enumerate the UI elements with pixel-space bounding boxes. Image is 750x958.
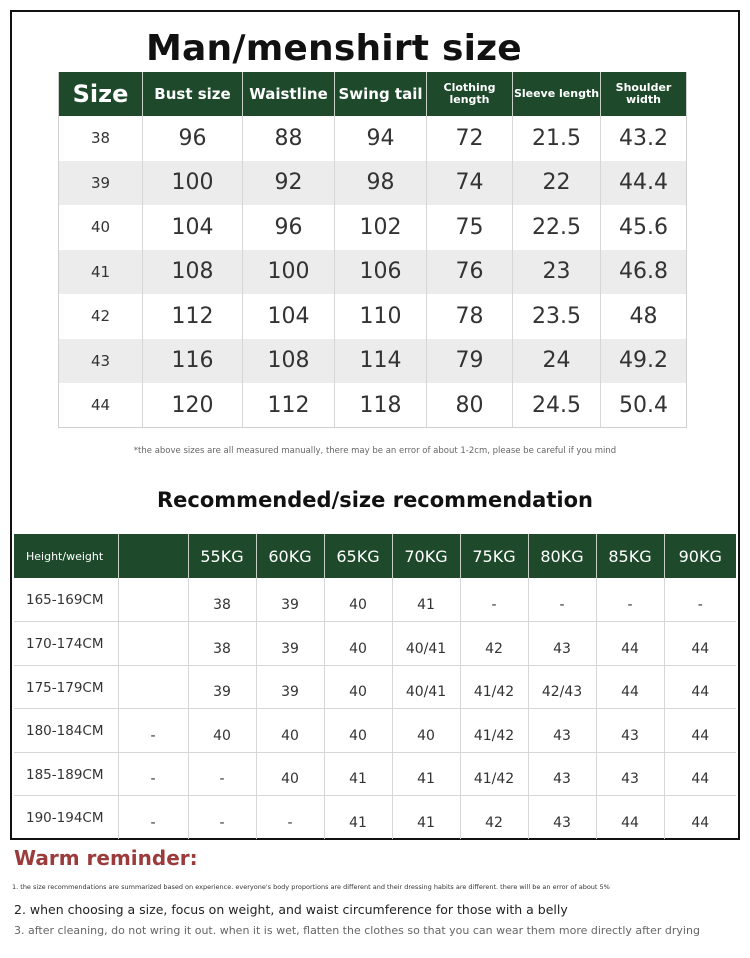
table-row bbox=[14, 752, 736, 796]
recommended-size-cell: 44 bbox=[596, 665, 664, 709]
recommended-size-cell: 43 bbox=[596, 752, 664, 796]
measurement-cell: 100 bbox=[143, 161, 243, 206]
measurement-cell: 104 bbox=[143, 205, 243, 250]
header-weight: 55KG bbox=[188, 534, 256, 578]
page-title: Man/menshirt size bbox=[146, 28, 522, 69]
recommended-size-cell: 40 bbox=[324, 622, 392, 666]
measurement-cell: 74 bbox=[427, 161, 513, 206]
recommended-size-cell: 40/41 bbox=[392, 665, 460, 709]
measurement-cell: 24 bbox=[513, 339, 601, 384]
recommended-size-cell: 40 bbox=[324, 665, 392, 709]
height-cell: 180-184CM bbox=[14, 709, 118, 753]
measurement-cell: 110 bbox=[335, 294, 427, 339]
recommended-size-cell: 41 bbox=[324, 752, 392, 796]
recommended-size-cell: 41 bbox=[324, 796, 392, 840]
measurement-cell: 120 bbox=[143, 383, 243, 428]
size-cell: 39 bbox=[59, 161, 143, 206]
recommended-size-cell bbox=[118, 578, 188, 622]
table-row bbox=[59, 294, 687, 339]
measurement-cell: 23 bbox=[513, 250, 601, 295]
recommended-size-cell: - bbox=[118, 752, 188, 796]
measurement-cell: 22 bbox=[513, 161, 601, 206]
recommended-size-cell: 44 bbox=[664, 665, 736, 709]
recommended-size-cell: 41 bbox=[392, 752, 460, 796]
header-size: Size bbox=[59, 72, 143, 116]
measurement-cell: 98 bbox=[335, 161, 427, 206]
measurement-cell: 96 bbox=[243, 205, 335, 250]
recommended-size-cell: 41/42 bbox=[460, 752, 528, 796]
measurement-cell: 48 bbox=[629, 303, 658, 329]
measurement-cell: 114 bbox=[335, 339, 427, 384]
header-weight: 70KG bbox=[392, 534, 460, 578]
measurement-cell: 24.5 bbox=[513, 383, 601, 428]
recommended-size-cell: - bbox=[596, 578, 664, 622]
recommended-size-cell: 38 bbox=[188, 578, 256, 622]
recommended-size-cell: 42 bbox=[460, 796, 528, 840]
table-row bbox=[59, 339, 687, 384]
header-waist: Waistline bbox=[243, 72, 335, 116]
recommended-size-cell: 39 bbox=[256, 578, 324, 622]
header-clothing-length: Clothing length bbox=[427, 72, 513, 116]
measurement-note: *the above sizes are all measured manually, there may be an error of about 1-2cm, please be careful if you mind bbox=[133, 446, 617, 456]
recommended-size-cell: 44 bbox=[664, 622, 736, 666]
measurement-cell: 104 bbox=[243, 294, 335, 339]
header-weight: 80KG bbox=[528, 534, 596, 578]
measurement-cell: 94 bbox=[335, 116, 427, 161]
reminder-item: 3. after cleaning, do not wring it out. when it is wet, flatten the clothes so that you can wear them more directly after drying bbox=[14, 924, 700, 937]
recommended-size-cell: 39 bbox=[256, 665, 324, 709]
recommended-size-cell: - bbox=[118, 796, 188, 840]
recommended-size-cell: - bbox=[528, 578, 596, 622]
recommended-size-cell: - bbox=[664, 578, 736, 622]
measurement-cell: 116 bbox=[143, 339, 243, 384]
header-weight: 90KG bbox=[664, 534, 736, 578]
table-row bbox=[59, 205, 687, 250]
recommended-size-cell: 41 bbox=[392, 578, 460, 622]
recommended-size-cell: 43 bbox=[528, 752, 596, 796]
measurement-cell: 88 bbox=[243, 116, 335, 161]
measurement-cell: 79 bbox=[427, 339, 513, 384]
height-cell: 190-194CM bbox=[14, 796, 118, 840]
measurement-cell: 78 bbox=[427, 294, 513, 339]
recommended-size-cell: 44 bbox=[596, 796, 664, 840]
size-cell: 38 bbox=[59, 116, 143, 161]
recommended-size-cell: 40 bbox=[256, 752, 324, 796]
table-row bbox=[14, 622, 736, 666]
header-weight: 85KG bbox=[596, 534, 664, 578]
size-cell: 44 bbox=[59, 383, 143, 428]
recommended-size-cell: 40 bbox=[188, 709, 256, 753]
height-cell: 165-169CM bbox=[14, 578, 118, 622]
header-weight: 65KG bbox=[324, 534, 392, 578]
recommended-size-cell: 40 bbox=[392, 709, 460, 753]
measurement-cell: 46.8 bbox=[601, 250, 687, 295]
measurement-cell: 118 bbox=[335, 383, 427, 428]
size-table bbox=[58, 72, 687, 428]
header-swing-tail: Swing tail bbox=[335, 72, 427, 116]
height-cell: 175-179CM bbox=[14, 665, 118, 709]
recommended-size-cell: 43 bbox=[528, 709, 596, 753]
measurement-cell: 108 bbox=[243, 339, 335, 384]
table-row bbox=[59, 116, 687, 161]
recommended-size-cell: 42/43 bbox=[528, 665, 596, 709]
size-table-header bbox=[59, 72, 687, 116]
measurement-cell: 92 bbox=[243, 161, 335, 206]
header-height-weight: Height/weight bbox=[14, 534, 118, 578]
recommended-size-cell: - bbox=[188, 752, 256, 796]
measurement-cell: 80 bbox=[427, 383, 513, 428]
recommended-size-cell: 41/42 bbox=[460, 665, 528, 709]
recommended-size-cell: - bbox=[256, 796, 324, 840]
reminder-item: 2. when choosing a size, focus on weight, and waist circumference for those with a belly bbox=[14, 902, 568, 917]
size-cell: 43 bbox=[59, 339, 143, 384]
header-weight bbox=[118, 534, 188, 578]
measurement-cell: 49.2 bbox=[601, 339, 687, 384]
measurement-cell: 44.4 bbox=[601, 161, 687, 206]
measurement-cell: 112 bbox=[243, 383, 335, 428]
recommended-size-cell: 39 bbox=[256, 622, 324, 666]
table-row bbox=[59, 383, 687, 428]
measurement-cell: 21.5 bbox=[513, 116, 601, 161]
table-row bbox=[14, 578, 736, 622]
height-cell: 185-189CM bbox=[14, 752, 118, 796]
recommended-size-cell: 42 bbox=[460, 622, 528, 666]
measurement-cell: 108 bbox=[143, 250, 243, 295]
recommended-size-cell: 44 bbox=[664, 709, 736, 753]
recommended-size-cell: 43 bbox=[528, 796, 596, 840]
measurement-cell: 106 bbox=[335, 250, 427, 295]
header-shoulder-width: Shoulder width bbox=[601, 72, 687, 116]
recommended-size-cell bbox=[118, 622, 188, 666]
table-row bbox=[14, 796, 736, 840]
measurement-cell: 102 bbox=[335, 205, 427, 250]
recommended-size-cell: - bbox=[188, 796, 256, 840]
recommended-size-cell: 40 bbox=[256, 709, 324, 753]
recommendation-table bbox=[14, 534, 736, 839]
recommended-size-cell: - bbox=[118, 709, 188, 753]
recommended-size-cell: 40/41 bbox=[392, 622, 460, 666]
table-row bbox=[59, 161, 687, 206]
header-sleeve-length: Sleeve length bbox=[513, 72, 601, 116]
header-weight: 75KG bbox=[460, 534, 528, 578]
recommended-size-cell: 44 bbox=[664, 752, 736, 796]
table-row bbox=[14, 665, 736, 709]
measurement-cell: 43.2 bbox=[619, 125, 668, 151]
table-row bbox=[59, 250, 687, 295]
header-bust: Bust size bbox=[143, 72, 243, 116]
recommended-size-cell: 44 bbox=[691, 815, 710, 831]
measurement-cell: 76 bbox=[427, 250, 513, 295]
recommended-size-cell bbox=[118, 665, 188, 709]
recommended-size-cell: 41/42 bbox=[460, 709, 528, 753]
recommended-size-cell: 40 bbox=[324, 709, 392, 753]
table-row bbox=[14, 709, 736, 753]
recommended-size-cell: 43 bbox=[596, 709, 664, 753]
size-chart-frame bbox=[10, 10, 740, 840]
measurement-cell: 96 bbox=[143, 116, 243, 161]
recommended-size-cell: 41 bbox=[392, 796, 460, 840]
measurement-cell: 75 bbox=[427, 205, 513, 250]
measurement-cell: 45.6 bbox=[619, 214, 668, 240]
recommended-size-cell: 43 bbox=[528, 622, 596, 666]
header-weight: 60KG bbox=[256, 534, 324, 578]
size-cell: 40 bbox=[59, 205, 143, 250]
recommendation-title: Recommended/size recommendation bbox=[157, 488, 593, 512]
measurement-cell: 100 bbox=[243, 250, 335, 295]
recommended-size-cell: 39 bbox=[188, 665, 256, 709]
recommendation-header bbox=[14, 534, 736, 578]
measurement-cell: 50.4 bbox=[601, 383, 687, 428]
reminder-item: 1. the size recommendations are summarized based on experience. everyone's body proportions are different and their dressing habits are different. there will be an error of about 5% bbox=[12, 883, 610, 891]
recommended-size-cell: 38 bbox=[188, 622, 256, 666]
measurement-cell: 72 bbox=[427, 116, 513, 161]
warm-reminder-title: Warm reminder: bbox=[14, 846, 198, 870]
height-cell: 170-174CM bbox=[14, 622, 118, 666]
recommended-size-cell: - bbox=[460, 578, 528, 622]
size-cell: 42 bbox=[59, 294, 143, 339]
size-cell: 41 bbox=[59, 250, 143, 295]
recommended-size-cell: 44 bbox=[596, 622, 664, 666]
measurement-cell: 23.5 bbox=[513, 294, 601, 339]
measurement-cell: 22.5 bbox=[513, 205, 601, 250]
measurement-cell: 112 bbox=[143, 294, 243, 339]
recommended-size-cell: 40 bbox=[324, 578, 392, 622]
